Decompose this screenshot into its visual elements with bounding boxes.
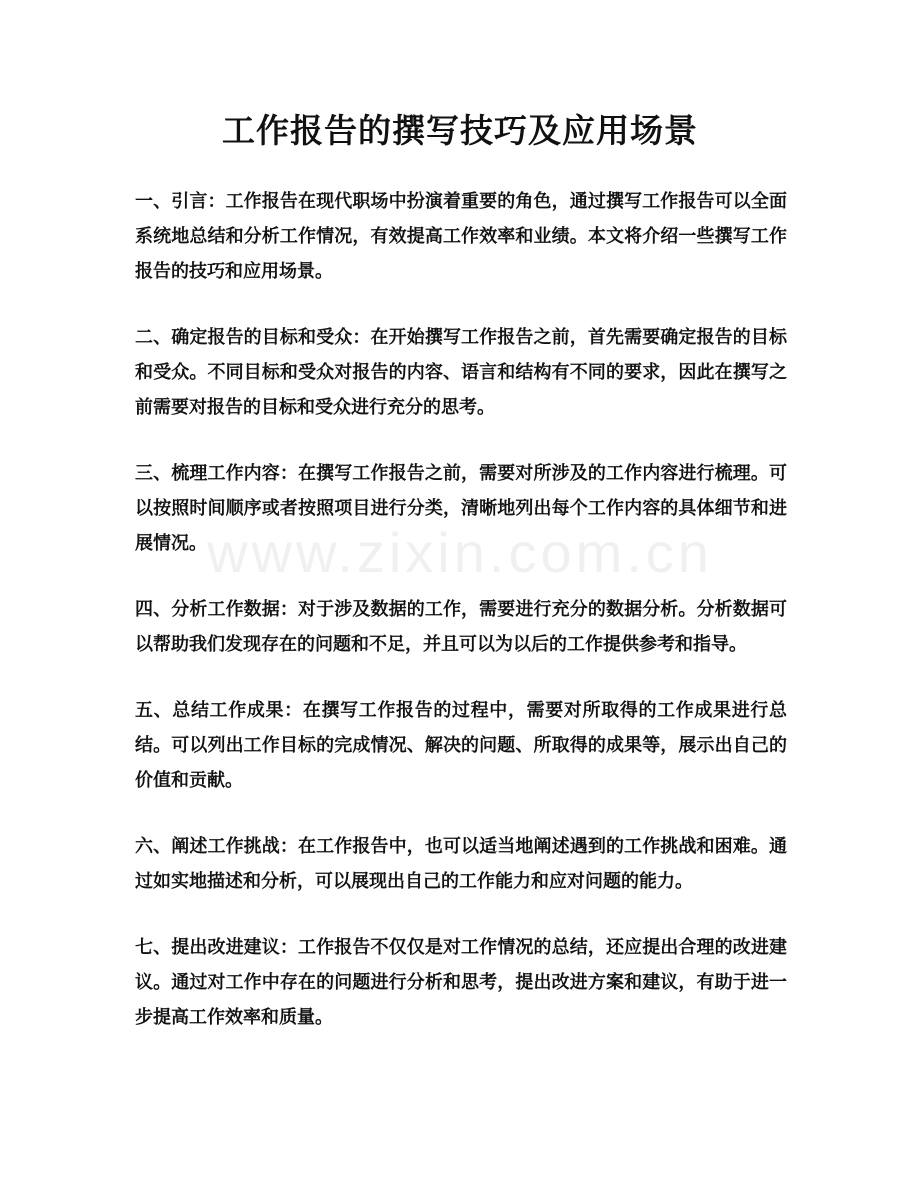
paragraph-data-analysis: 四、分析工作数据：对于涉及数据的工作，需要进行充分的数据分析。分析数据可以帮助我们发现存在的问题和不足，并且可以为以后的工作提供参考和指导。 (135, 599, 787, 655)
paragraph-introduction: 一、引言：工作报告在现代职场中扮演着重要的角色，通过撰写工作报告可以全面系统地总结和分析工作情况，有效提高工作效率和业绩。本文将介绍一些撰写工作报告的技巧和应用场景。 (135, 191, 787, 282)
paragraph-work-content: 三、梳理工作内容：在撰写工作报告之前，需要对所涉及的工作内容进行梳理。可以按照时间顺序或者按照项目进行分类，清晰地列出每个工作内容的具体细节和进展情况。 (135, 463, 787, 554)
document-body (135, 184, 787, 1066)
paragraph-improvements: 七、提出改进建议：工作报告不仅仅是对工作情况的总结，还应提出合理的改进建议。通过对工作中存在的问题进行分析和思考，提出改进方案和建议，有助于进一步提高工作效率和质量。 (135, 937, 787, 1028)
document-title: 工作报告的撰写技巧及应用场景 (222, 111, 698, 150)
paragraph-goals-audience: 二、确定报告的目标和受众：在开始撰写工作报告之前，首先需要确定报告的目标和受众。不同目标和受众对报告的内容、语言和结构有不同的要求，因此在撰写之前需要对报告的目标和受众进行充分的思考。 (135, 327, 787, 418)
watermark: www.zixin.com.cn (207, 521, 713, 584)
paragraph-challenges: 六、阐述工作挑战：在工作报告中，也可以适当地阐述遇到的工作挑战和困难。通过如实地描述和分析，可以展现出自己的工作能力和应对问题的能力。 (135, 836, 787, 892)
paragraph-results-summary: 五、总结工作成果：在撰写工作报告的过程中，需要对所取得的工作成果进行总结。可以列出工作目标的完成情况、解决的问题、所取得的成果等，展示出自己的价值和贡献。 (135, 700, 787, 791)
